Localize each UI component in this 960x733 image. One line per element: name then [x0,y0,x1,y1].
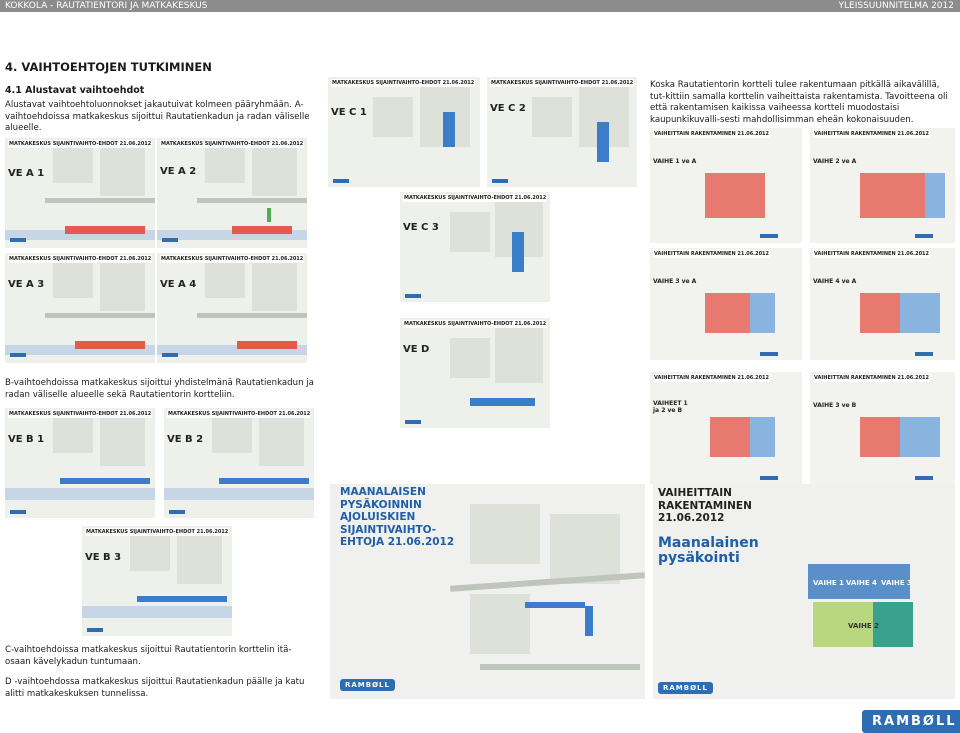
option-code: VE B 3 [85,552,122,563]
option-code: VE D [403,344,430,355]
option-sheet-a4 [157,253,307,363]
d-options-paragraph: D -vaihtoehdossa matkakeskus sijoittui Rautatienkadun päälle ja katu alitti matkakeskuksen tunnelissa. [5,677,305,699]
phase-label-1: VAIHE 1 [813,579,844,587]
ramboll-logo-small: RAMBØLL [340,679,395,691]
sheet-title: MATKAKESKUS SIJAINTIVAIHTO-EHDOT 21.06.2012 [491,80,634,86]
phase-sheet-1a [650,128,802,243]
phase-sheet-2a [810,128,955,243]
option-code: VE B 1 [8,434,45,445]
b-options-paragraph: B-vaihtoehdoissa matkakeskus sijoittui yhdistelmänä Rautatienkadun ja radan väliselle alueelle sekä Rautatientorin kortteliin. [5,378,314,400]
option-code: VE A 1 [8,168,45,179]
phase-sheet-title: VAIHEITTAIN RAKENTAMINEN 21.06.2012 [654,251,770,257]
ramboll-logo-small-2: RAMBØLL [658,682,713,694]
option-sheet-a1 [5,138,155,248]
option-sheet-c3 [400,192,550,302]
phase-label-4: VAIHE 4 [846,579,877,587]
intro-paragraph: Alustavat vaihtoehtoluonnokset jakautuivat kolmeen pääryhmään. A-vaihtoehdoissa matkakeskus sijoittui Rautatienkadun ja radan väliselle alueelle. [5,100,310,133]
underground-phase-title: VAIHEITTAIN RAKENTAMINEN 21.06.2012 [658,487,752,524]
underground-phase-sheet [653,484,955,699]
phase-sheet-title: VAIHEITTAIN RAKENTAMINEN 21.06.2012 [814,131,930,137]
option-sheet-c1 [328,77,480,187]
option-sheet-b1 [5,408,155,518]
option-code: VE A 3 [8,279,45,290]
sheet-title: MATKAKESKUS SIJAINTIVAIHTO-EHDOT 21.06.2012 [86,529,229,535]
phase-label: VAIHEET 1 ja 2 ve B [653,400,688,414]
sheet-title: MATKAKESKUS SIJAINTIVAIHTO-EHDOT 21.06.2012 [9,141,152,147]
page-header [0,0,960,12]
phase-label-3: VAIHE 3 [881,579,912,587]
ramboll-logo: RAMBØLL [862,710,960,733]
sheet-title: MATKAKESKUS SIJAINTIVAIHTO-EHDOT 21.06.2012 [161,256,304,262]
phase-sheet-3b [810,372,955,484]
option-code: VE C 2 [490,103,526,114]
option-code: VE A 2 [160,166,197,177]
option-sheet-a2 [157,138,307,248]
sheet-title: MATKAKESKUS SIJAINTIVAIHTO-EHDOT 21.06.2012 [9,411,152,417]
phase-label-2: VAIHE 2 [848,622,879,630]
option-sheet-a3 [5,253,155,363]
option-sheet-b3 [82,526,232,636]
phase-label: VAIHE 3 ve A [653,278,697,285]
underground-stop-title: Maanalainen pysäkointi [658,535,759,566]
phase-sheet-title: VAIHEITTAIN RAKENTAMINEN 21.06.2012 [814,375,930,381]
option-sheet-b2 [164,408,314,518]
phase-label: VAIHE 2 ve A [813,158,857,165]
header-doc-name: YLEISSUUNNITELMA 2012 [838,1,954,11]
sheet-title: MATKAKESKUS SIJAINTIVAIHTO-EHDOT 21.06.2012 [161,141,304,147]
option-code: VE B 2 [167,434,204,445]
option-code: VE A 4 [160,279,197,290]
phase-sheet-3a [650,248,802,360]
phase-sheet-4a [810,248,955,360]
phase-label: VAIHE 3 ve B [813,402,857,409]
option-code: VE C 1 [331,107,367,118]
sheet-title: MATKAKESKUS SIJAINTIVAIHTO-EHDOT 21.06.2012 [332,80,475,86]
underground-ramp-sheet [330,484,645,699]
underground-title: MAANALAISEN PYSÄKOINNIN AJOLUISKIEN SIJAINTIVAIHTO-EHTOJA 21.06.2012 [340,486,455,548]
phasing-paragraph: Koska Rautatientorin kortteli tulee rakentumaan pitkällä aikavälillä, tut-kittiin samalla korttelin vaiheittaista rakentamista. Tavoitteena oli että rakentamisen kaikissa vaiheessa kortteli muodostaisi kaupunkikuvalli-sesti mahdollisimman eheän kokonaisuuden. [650,80,948,125]
sheet-title: MATKAKESKUS SIJAINTIVAIHTO-EHDOT 21.06.2012 [9,256,152,262]
phase-label: VAIHE 1 ve A [653,158,697,165]
option-sheet-d [400,318,550,428]
phase-sheet-12b [650,372,802,484]
sheet-title: MATKAKESKUS SIJAINTIVAIHTO-EHDOT 21.06.2012 [404,195,547,201]
phase-sheet-title: VAIHEITTAIN RAKENTAMINEN 21.06.2012 [654,131,770,137]
phase-label: VAIHE 4 ve A [813,278,857,285]
phase-sheet-title: VAIHEITTAIN RAKENTAMINEN 21.06.2012 [814,251,930,257]
c-options-paragraph: C-vaihtoehdoissa matkakeskus sijoittui Rautatientorin korttelin itä-osaan kävelykadun tuntumaan. [5,645,292,667]
phase-sheet-title: VAIHEITTAIN RAKENTAMINEN 21.06.2012 [654,375,770,381]
sheet-title: MATKAKESKUS SIJAINTIVAIHTO-EHDOT 21.06.2012 [168,411,311,417]
subsection-heading: 4.1 Alustavat vaihtoehdot [5,85,145,96]
option-sheet-c2 [487,77,637,187]
option-code: VE C 3 [403,222,439,233]
section-heading: 4. VAIHTOEHTOJEN TUTKIMINEN [5,60,212,74]
sheet-title: MATKAKESKUS SIJAINTIVAIHTO-EHDOT 21.06.2012 [404,321,547,327]
header-title: KOKKOLA - RAUTATIENTORI JA MATKAKESKUS [5,1,208,11]
